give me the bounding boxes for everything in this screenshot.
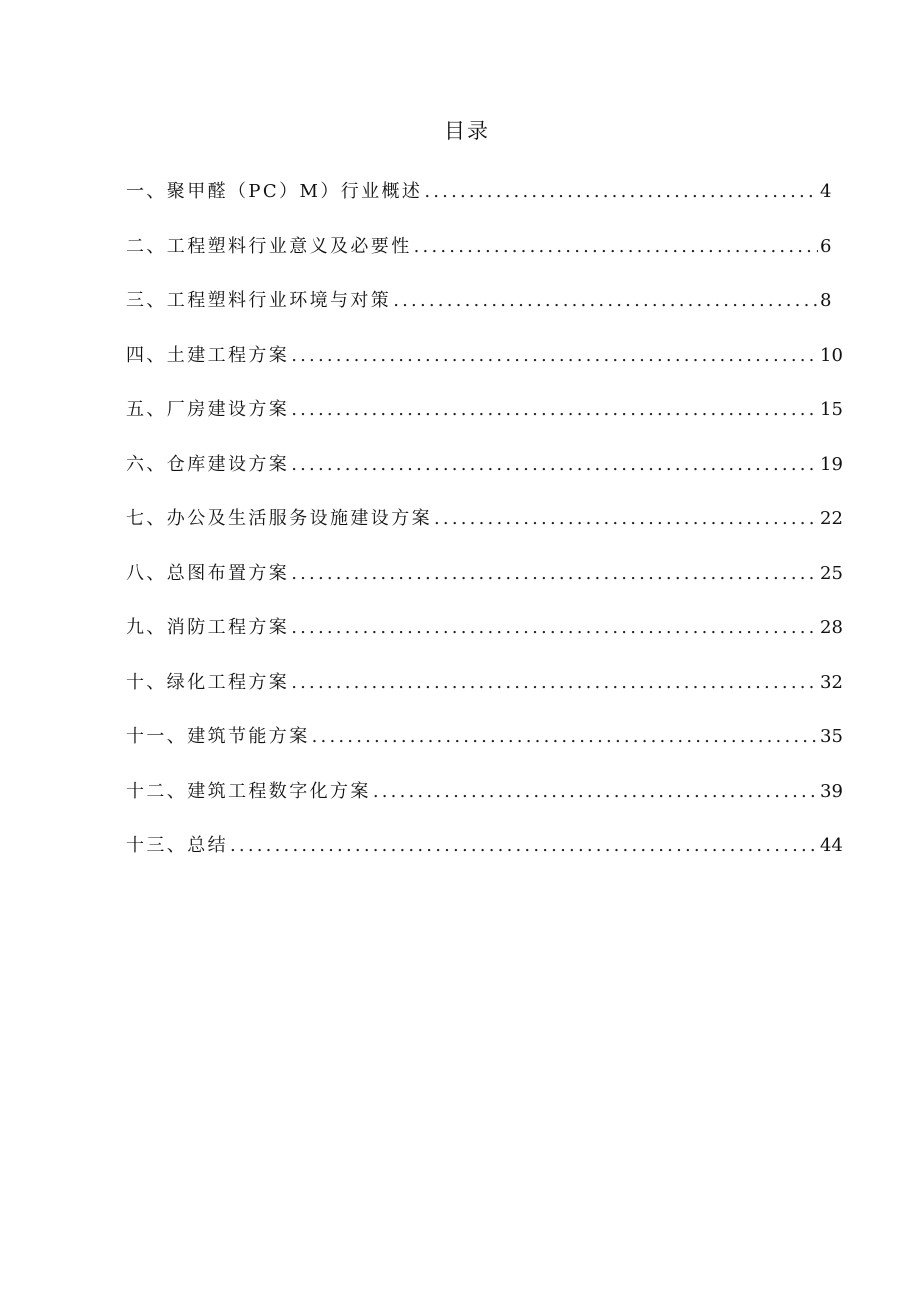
toc-page-number: 32 bbox=[820, 671, 843, 693]
toc-dot-leader bbox=[414, 232, 818, 262]
toc-entry-9[interactable] bbox=[126, 613, 843, 668]
toc-dot-leader bbox=[291, 395, 818, 425]
toc-entry-label: 十、绿化工程方案 bbox=[126, 671, 290, 693]
toc-dot-leader bbox=[291, 613, 818, 643]
toc-entry-12[interactable] bbox=[126, 777, 843, 832]
toc-entry-label: 三、工程塑料行业环境与对策 bbox=[126, 290, 392, 311]
toc-dot-leader bbox=[393, 286, 818, 316]
toc-page-number: 6 bbox=[820, 235, 832, 257]
toc-entry-label: 四、土建工程方案 bbox=[126, 344, 290, 366]
toc-entry-7[interactable] bbox=[126, 504, 843, 559]
toc-entry-label: 一、聚甲醛（PC）M）行业概述 bbox=[126, 181, 423, 202]
toc-title: 目录 bbox=[444, 119, 490, 143]
toc-dot-leader bbox=[434, 504, 818, 534]
table-of-contents bbox=[126, 177, 843, 886]
toc-entry-8[interactable] bbox=[126, 559, 843, 614]
toc-entry-1[interactable] bbox=[126, 177, 830, 232]
toc-entry-6[interactable] bbox=[126, 450, 843, 505]
toc-dot-leader bbox=[230, 831, 818, 861]
toc-dot-leader bbox=[312, 722, 818, 752]
toc-entry-label: 二、工程塑料行业意义及必要性 bbox=[126, 235, 412, 257]
toc-dot-leader bbox=[291, 450, 818, 480]
toc-entry-label: 十二、建筑工程数字化方案 bbox=[126, 780, 371, 802]
toc-page-number: 44 bbox=[820, 835, 843, 856]
toc-entry-label: 七、办公及生活服务设施建设方案 bbox=[126, 508, 432, 529]
toc-dot-leader bbox=[424, 177, 818, 207]
toc-entry-5[interactable] bbox=[126, 395, 843, 450]
toc-entry-label: 六、仓库建设方案 bbox=[126, 453, 290, 475]
toc-entry-label: 八、总图布置方案 bbox=[126, 562, 290, 584]
toc-entry-label: 十三、总结 bbox=[126, 835, 228, 856]
toc-page-number: 25 bbox=[820, 562, 843, 584]
toc-entry-11[interactable] bbox=[126, 722, 843, 777]
toc-dot-leader bbox=[291, 341, 818, 371]
toc-entry-3[interactable] bbox=[126, 286, 830, 341]
toc-dot-leader bbox=[291, 668, 818, 698]
toc-entry-13[interactable] bbox=[126, 831, 843, 886]
toc-entry-label: 九、消防工程方案 bbox=[126, 617, 290, 638]
toc-page-number: 39 bbox=[820, 780, 843, 802]
toc-page-number: 22 bbox=[820, 508, 843, 529]
toc-entry-label: 十一、建筑节能方案 bbox=[126, 726, 310, 747]
toc-page-number: 10 bbox=[820, 344, 843, 366]
toc-entry-4[interactable] bbox=[126, 341, 843, 396]
toc-page-number: 4 bbox=[820, 181, 832, 202]
toc-entry-label: 五、厂房建设方案 bbox=[126, 399, 290, 420]
toc-entry-2[interactable] bbox=[126, 232, 830, 287]
toc-dot-leader bbox=[291, 559, 818, 589]
toc-page-number: 19 bbox=[820, 453, 843, 475]
toc-entry-10[interactable] bbox=[126, 668, 843, 723]
toc-page-number: 28 bbox=[820, 617, 843, 638]
toc-page-number: 15 bbox=[820, 399, 843, 420]
toc-dot-leader bbox=[373, 777, 818, 807]
toc-page-number: 35 bbox=[820, 726, 843, 747]
toc-page-number: 8 bbox=[820, 290, 832, 311]
